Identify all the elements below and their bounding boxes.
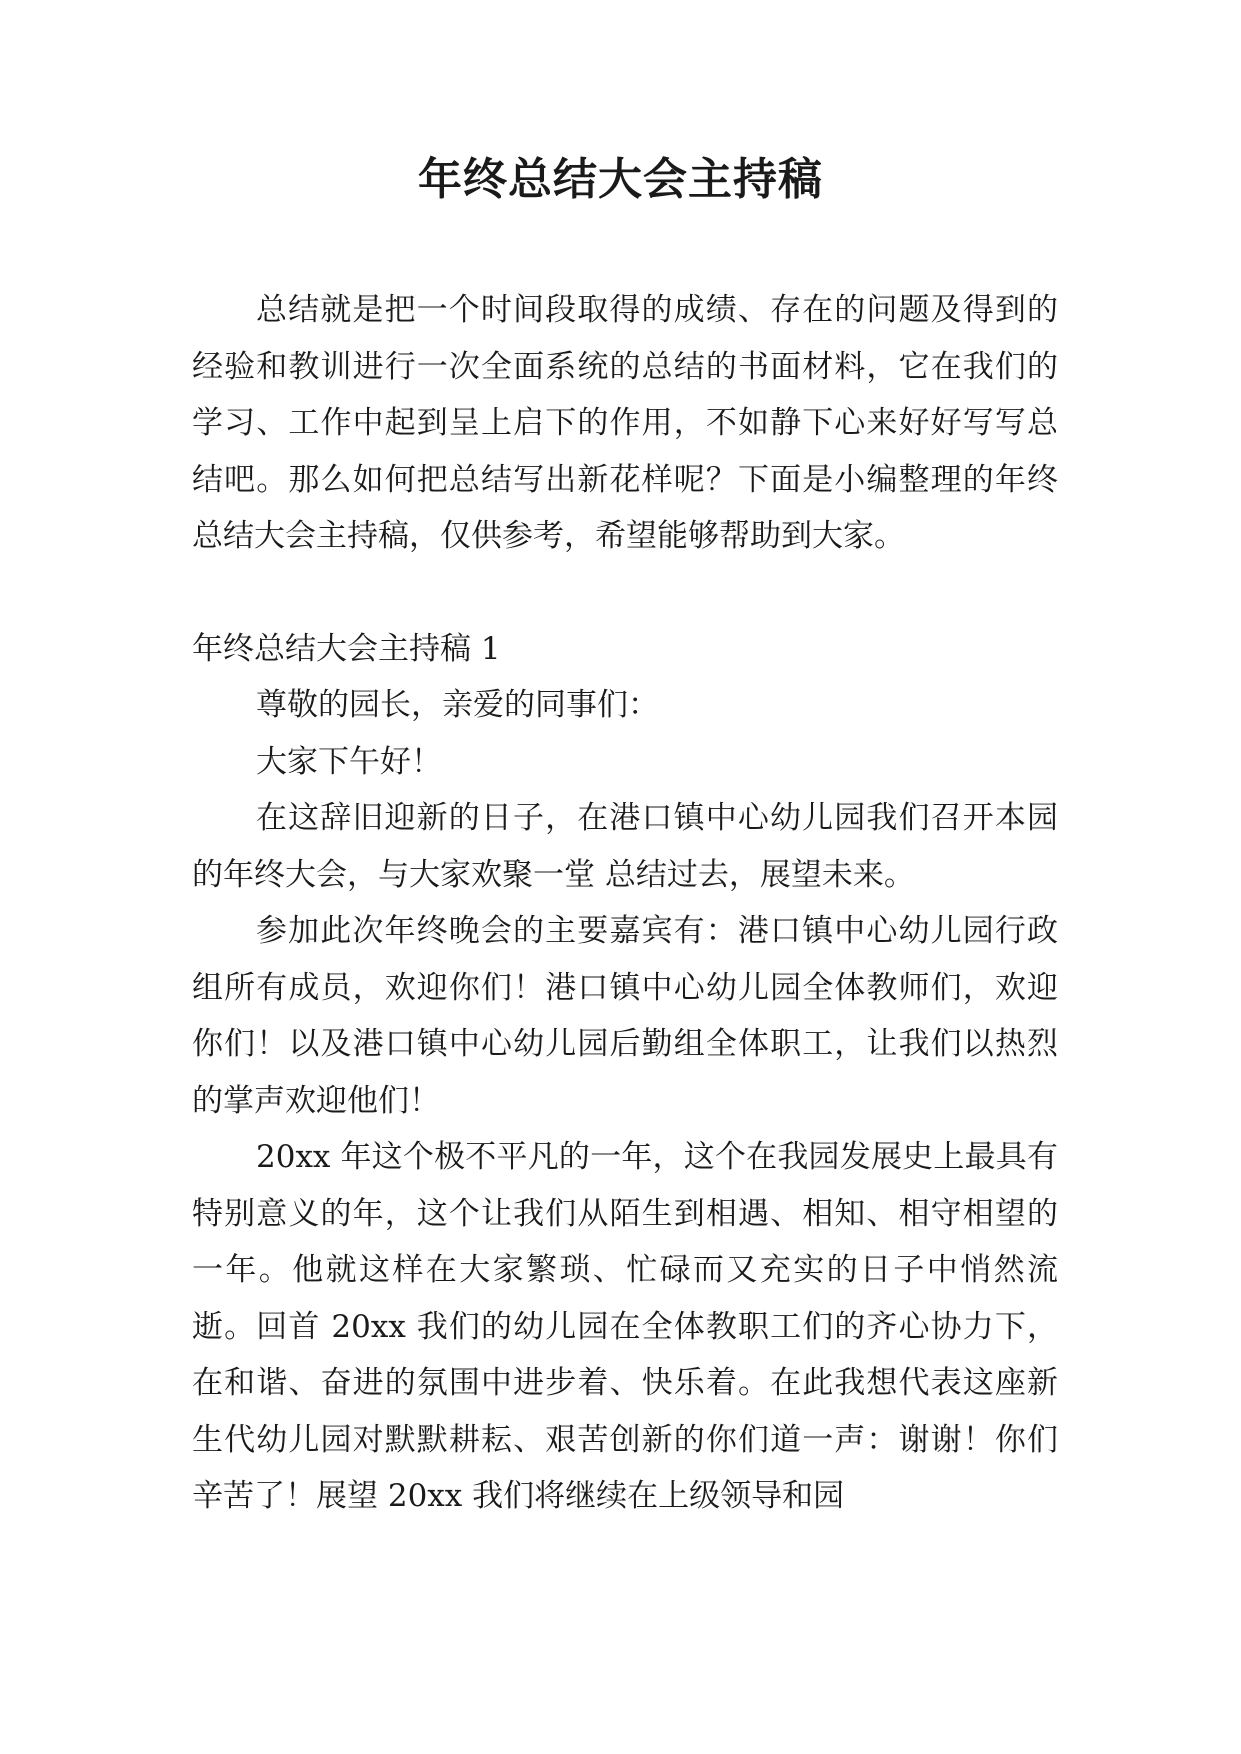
body-paragraph: 在这辞旧迎新的日子，在港口镇中心幼儿园我们召开本园的年终大会，与大家欢聚一堂 总结过去，展望未来。 bbox=[192, 800, 1058, 893]
salutation-paragraph: 尊敬的园长，亲爱的同事们： bbox=[256, 687, 659, 723]
body-paragraph: 参加此次年终晚会的主要嘉宾有：港口镇中心幼儿园行政组所有成员，欢迎你们！港口镇中心幼儿园全体教师们，欢迎你们！以及港口镇中心幼儿园后勤组全体职工，让我们以热烈的掌声欢迎他们！ bbox=[192, 913, 1058, 1119]
document-body bbox=[192, 282, 1058, 1525]
section-heading: 年终总结大会主持稿 1 bbox=[192, 630, 501, 667]
greeting-paragraph: 大家下午好！ bbox=[256, 743, 442, 780]
body-paragraph: 20xx 年这个极不平凡的一年，这个在我园发展史上最具有特别意义的年，这个让我们从陌生到相遇、相知、相守相望的一年。他就这样在大家繁琐、忙碌而又充实的日子中悄然流逝。回首 20xx 我们的幼儿园在全体教职工们的齐心协力下，在和谐、奋进的氛围中进步着、快乐着。在此我想代表这座新生代幼儿园对默默耕耘、艰苦创新的你们道一声：谢谢！你们辛苦了！展望 20xx 我们将继续在上级领导和园 bbox=[192, 1139, 1058, 1514]
document-title: 年终总结大会主持稿 bbox=[418, 154, 823, 205]
intro-paragraph: 总结就是把一个时间段取得的成绩、存在的问题及得到的经验和教训进行一次全面系统的总结的书面材料，它在我们的学习、工作中起到呈上启下的作用，不如静下心来好好写写总结吧。那么如何把总结写出新花样呢？下面是小编整理的年终总结大会主持稿，仅供参考，希望能够帮助到大家。 bbox=[192, 292, 1058, 554]
paragraph-spacer bbox=[192, 565, 1058, 621]
